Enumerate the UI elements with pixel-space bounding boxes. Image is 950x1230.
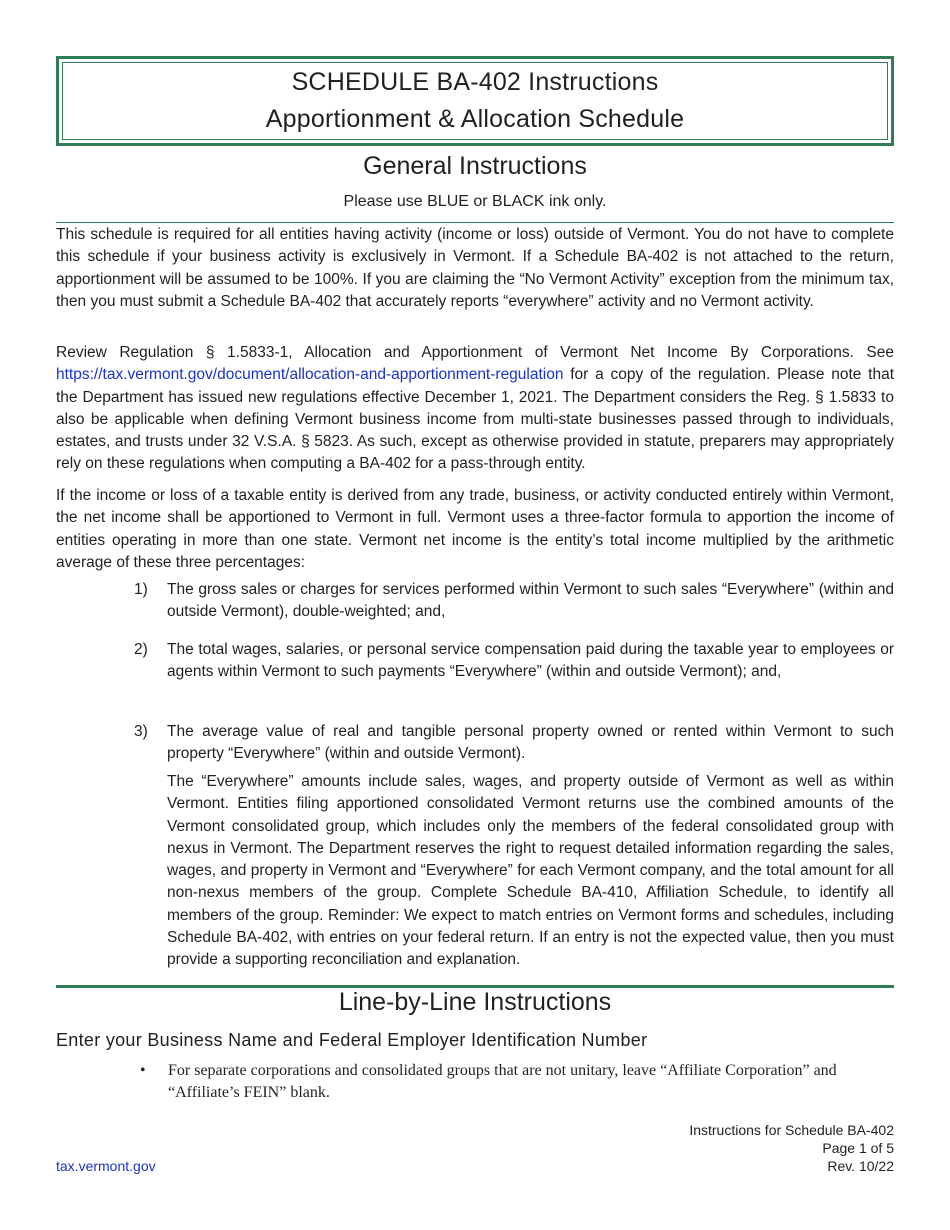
bullet-icon: • [140, 1062, 146, 1079]
footer-website-link[interactable]: tax.vermont.gov [56, 1158, 156, 1174]
title-inner-border [62, 62, 888, 140]
list-item-text: The total wages, salaries, or personal service compensation paid during the taxable year to employees or agents within Vermont to such payments “Everywhere” (within and outside Vermont); and, [167, 641, 894, 681]
list-item-number: 2) [134, 641, 148, 658]
schedule-title: SCHEDULE BA-402 Instructions [291, 68, 659, 96]
list-item-number: 1) [134, 581, 148, 598]
footer-revision: Rev. 10/22 [827, 1158, 894, 1174]
regulation-text-start: Review Regulation § 1.5833-1, Allocation and Apportionment of Vermont Net Income By Corporations. See [56, 344, 894, 361]
list-item-number: 3) [134, 723, 148, 740]
footer-page-number: Page 1 of 5 [822, 1140, 894, 1156]
paragraph-three-factor: If the income or loss of a taxable entity is derived from any trade, business, or activity conducted entirely within Vermont, the net income shall be apportioned to Vermont in full. Vermont uses a three-factor formula to apportion the income of entities operating in more than one state. Vermont net income is the entity’s total income multiplied by the arithmetic average of these three percentages: [56, 487, 894, 571]
everywhere-note: The “Everywhere” amounts include sales, wages, and property outside of Vermont as well as within Vermont. Entities filing apportioned consolidated Vermont returns use the combined amounts of the Vermont consolidated group, which includes only the members of the federal consolidated group with nexus in Vermont. The Department reserves the right to request detailed information regarding the sales, wages, and property in Vermont and “Everywhere” for each Vermont company, and the total amount for all non-nexus members of the group. Complete Schedule BA-410, Affiliation Schedule, to identify all members of the group. Reminder: We expect to match entries on Vermont forms and schedules, including Schedule BA-402, with entries on your federal return. If an entry is not the expected value, then you must provide a supporting reconciliation and explanation. [167, 773, 894, 969]
schedule-subtitle: Apportionment & Allocation Schedule [265, 105, 685, 133]
list-item [134, 721, 894, 766]
business-name-subheading: Enter your Business Name and Federal Employer Identification Number [56, 1030, 648, 1050]
bullet-text: For separate corporations and consolidated groups that are not unitary, leave “Affiliate Corporation” and “Affiliate’s FEIN” blank. [168, 1062, 837, 1101]
title-box [56, 56, 894, 146]
paragraph-regulation [56, 342, 894, 476]
list-item-text: The gross sales or charges for services performed within Vermont to such sales “Everywhere” (within and outside Vermont), double-weighted; and, [167, 581, 894, 621]
list-item [134, 579, 894, 624]
general-instructions-heading: General Instructions [363, 152, 587, 180]
bullet-item [140, 1060, 894, 1104]
ink-note: Please use BLUE or BLACK ink only. [343, 193, 607, 210]
list-item-text: The average value of real and tangible personal property owned or rented within Vermont to such property “Everywhere” (within and outside Vermont). [167, 723, 894, 763]
footer-info [689, 1121, 894, 1175]
list-item [134, 639, 894, 684]
paragraph-requirement: This schedule is required for all entities having activity (income or loss) outside of Vermont. You do not have to complete this schedule if your business activity is exclusively in Vermont. If a Schedule BA-402 is not attached to the return, apportionment will be assumed to be 100%. If you are claiming the “No Vermont Activity” exception from the minimum tax, then you must submit a Schedule BA-402 that accurately reports “everywhere” activity and no Vermont activity. [56, 226, 894, 310]
regulation-link[interactable]: https://tax.vermont.gov/document/allocation-and-apportionment-regulation [56, 366, 564, 384]
regulation-text-end: for a copy of the regulation. Please note that the Department has issued new regulations effective December 1, 2021. The Department considers the Reg. § 1.5833 to also be applicable when defining Vermont business income from multi-state businesses passed through to individuals, estates, and trusts under 32 V.S.A. § 5823. As such, except as otherwise provided in statute, preparers may appropriately rely on these regulations when computing a BA-402 for a pass-through entity. [56, 366, 894, 473]
footer-doc-name: Instructions for Schedule BA-402 [689, 1122, 894, 1138]
line-by-line-heading: Line-by-Line Instructions [338, 988, 612, 1016]
section-divider [56, 222, 894, 223]
